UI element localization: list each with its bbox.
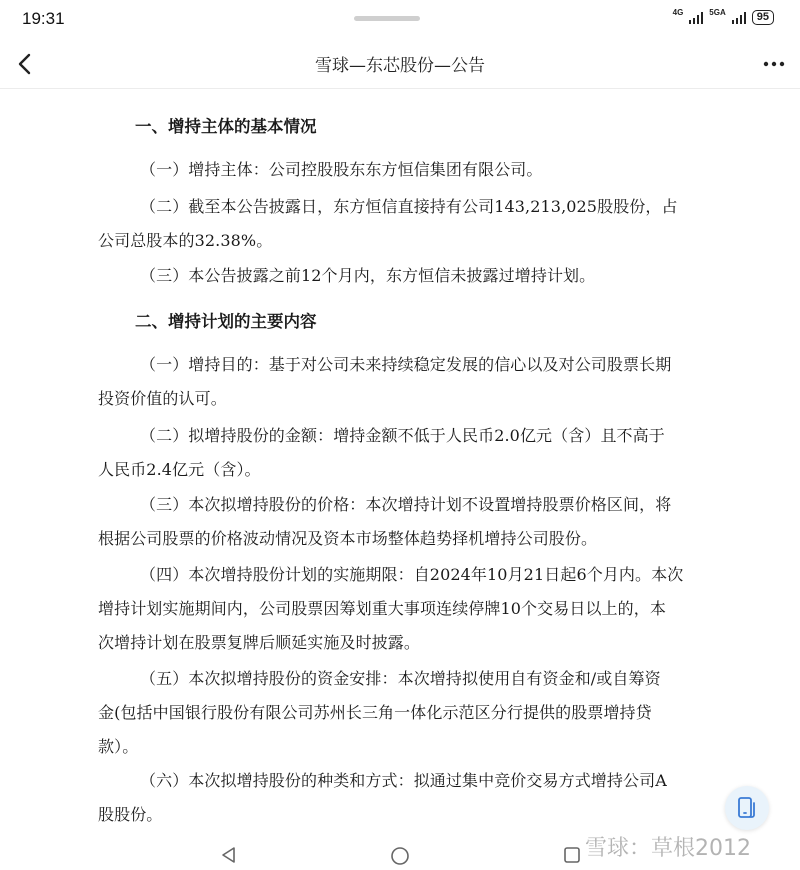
paragraph-line: （一）增持目的：基于对公司未来持续稳定发展的信心以及对公司股票长期 [140,355,672,374]
paragraph-line: 款）。 [98,737,139,756]
paragraph-line: 金(包括中国银行股份有限公司苏州长三角一体化示范区分行提供的股票增持贷 [98,703,652,722]
page-title: 雪球—东芯股份—公告 [315,56,485,76]
paragraph-line: （二）截至本公告披露日，东方恒信直接持有公司143,213,025股股份，占 [140,197,678,216]
battery-indicator: 95 [752,10,774,25]
phone-copy-icon [736,796,758,820]
paragraph-line: 投资价值的认可。 [98,389,227,408]
watermark: 雪球：草根2012 [585,836,751,861]
section-heading-2: 二、增持计划的主要内容 [135,312,317,331]
status-indicators [672,7,774,25]
paragraph-line: 股股份。 [98,805,163,824]
paragraph-line: （三）本公告披露之前12个月内，东方恒信未披露过增持计划。 [140,266,596,285]
paragraph-line: 增持计划实施期间内，公司股票因筹划重大事项连续停牌10个交易日以上的，本 [98,599,666,618]
nav-home-icon[interactable] [390,846,410,866]
paragraph-line: 根据公司股票的价格波动情况及资本市场整体趋势择机增持公司股份。 [98,529,598,548]
section-heading-1: 一、增持主体的基本情况 [135,117,317,136]
more-icon[interactable] [760,50,788,78]
network-type-1: 4G [672,7,684,17]
nav-recent-icon[interactable] [563,846,581,864]
paragraph-line: 公司总股本的32.38%。 [98,231,273,250]
screen-copy-button[interactable] [725,786,769,830]
paragraph-line: （一）增持主体：公司控股股东东方恒信集团有限公司。 [140,160,543,179]
nav-back-icon[interactable] [220,846,238,864]
network-type-2: 5GA [709,7,726,17]
status-time: 19:31 [22,9,65,28]
announcement-document[interactable] [0,88,800,830]
paragraph-line: 次增持计划在股票复牌后顺延实施及时披露。 [98,633,421,652]
app-header [0,40,800,89]
drag-handle[interactable] [354,16,420,21]
signal-icon [732,12,746,24]
paragraph-line: （四）本次增持股份计划的实施期限：自2024年10月21日起6个月内。本次 [140,565,684,584]
status-bar [0,0,800,40]
paragraph-line: （三）本次拟增持股份的价格：本次增持计划不设置增持股票价格区间，将 [140,495,672,514]
paragraph-line: （六）本次拟增持股份的种类和方式：拟通过集中竞价交易方式增持公司A [140,771,667,790]
paragraph-line: （五）本次拟增持股份的资金安排：本次增持拟使用自有资金和/或自筹资 [140,669,661,688]
paragraph-line: 人民币2.4亿元（含）。 [98,460,261,479]
signal-icon [689,12,703,24]
paragraph-line: （二）拟增持股份的金额：增持金额不低于人民币2.0亿元（含）且不高于 [140,426,665,445]
